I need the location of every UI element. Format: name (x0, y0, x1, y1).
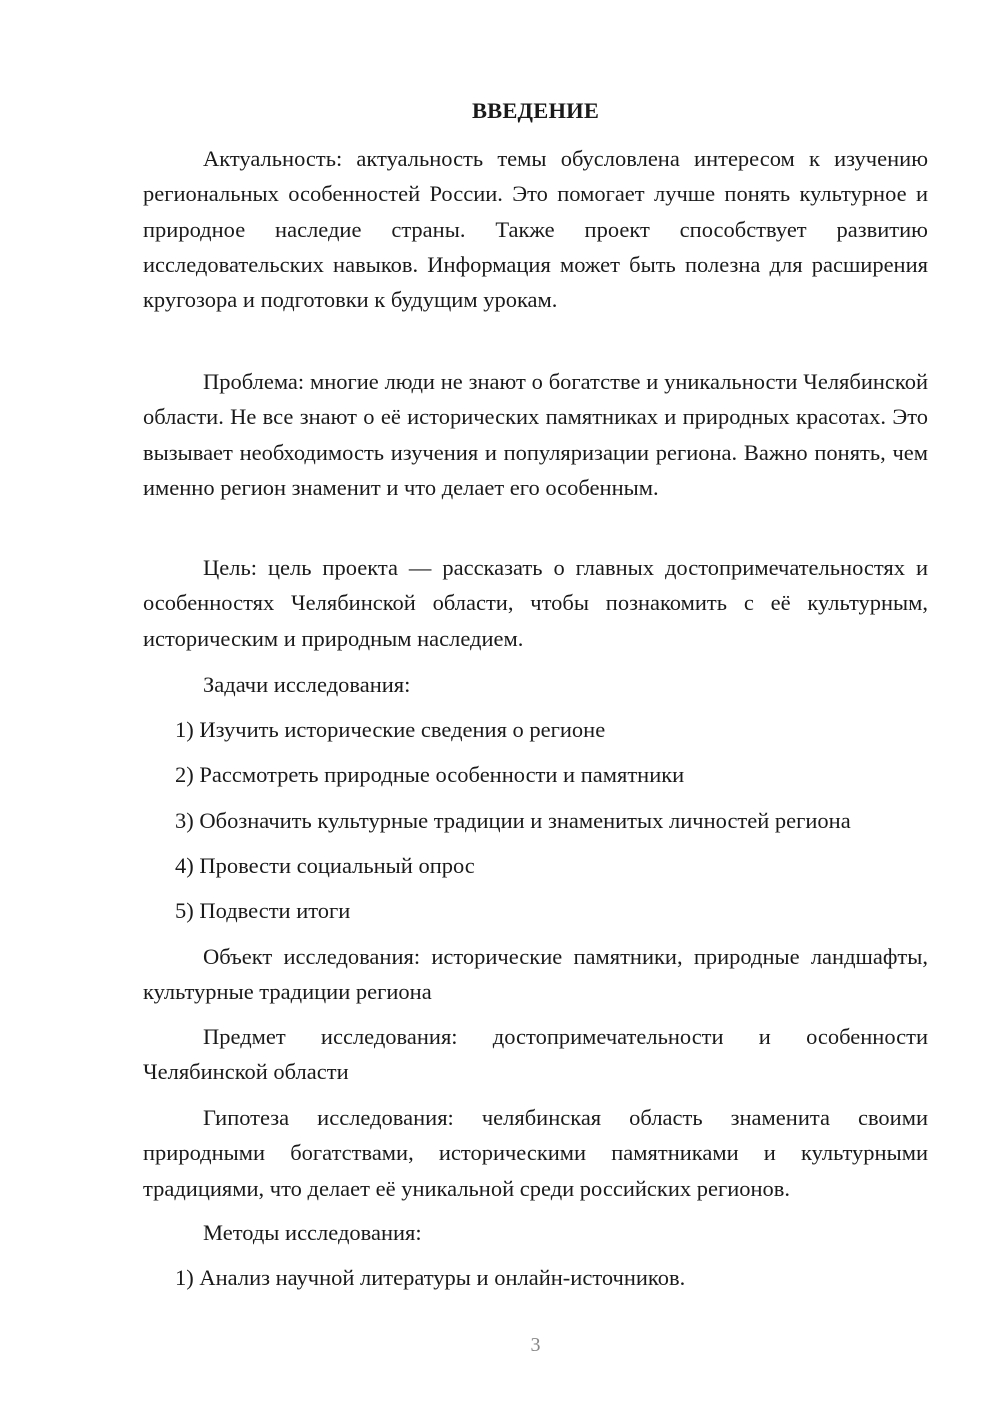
task-item: 3) Обозначить культурные традиции и знаменитых личностей региона (175, 808, 851, 833)
hypothesis-paragraph (143, 1100, 928, 1206)
object-paragraph (143, 939, 928, 1010)
task-item: 4) Провести социальный опрос (175, 853, 475, 878)
problem-text: многие люди не знают о богатстве и уникальности Челябинской области. Не все знают о её исторических памятниках и природных красотах. Это вызывает необходимость изучения и популяризации региона. Важно понять, чем именно регион знаменит и что делает его особенным. (143, 369, 928, 500)
page-title: ВВЕДЕНИЕ (471, 98, 600, 123)
method-item: 1) Анализ научной литературы и онлайн-источников. (175, 1265, 686, 1290)
relevance-paragraph (143, 141, 928, 317)
problem-label: Проблема: (203, 369, 305, 394)
methods-title: Методы исследования: (203, 1220, 422, 1245)
goal-text: цель проекта — рассказать о главных достопримечательностях и особенностях Челябинской области, чтобы познакомить с её культурным, историческим и природным наследием. (143, 555, 928, 651)
subject-label: Предмет исследования: (203, 1024, 458, 1049)
task-item: 1) Изучить исторические сведения о регионе (175, 717, 606, 742)
page-number: 3 (530, 1334, 541, 1356)
subject-text: достопримечательности и особенности Челябинской области (143, 1024, 928, 1085)
problem-paragraph (143, 364, 928, 505)
object-label: Объект исследования: (203, 944, 421, 969)
object-text: исторические памятники, природные ландшафты, культурные традиции региона (143, 944, 928, 1005)
task-item: 5) Подвести итоги (175, 898, 351, 923)
subject-paragraph (143, 1019, 928, 1090)
hypothesis-text: челябинская область знаменита своими природными богатствами, историческими памятниками и культурными традициями, что делает её уникальной среди российских регионов. (143, 1105, 928, 1201)
document-page (143, 0, 928, 1414)
task-item: 2) Рассмотреть природные особенности и памятники (175, 762, 685, 787)
hypothesis-label: Гипотеза исследования: (203, 1105, 454, 1130)
relevance-text: актуальность темы обусловлена интересом к изучению региональных особенностей России. Это помогает лучше понять культурное и природное наследие страны. Также проект способствует развитию исследовательских навыков. Информация может быть полезна для расширения кругозора и подготовки к будущим урокам. (143, 146, 928, 313)
goal-paragraph (143, 550, 928, 656)
goal-label: Цель: (203, 555, 257, 580)
tasks-title: Задачи исследования: (203, 672, 411, 697)
relevance-label: Актуальность: (203, 146, 343, 171)
